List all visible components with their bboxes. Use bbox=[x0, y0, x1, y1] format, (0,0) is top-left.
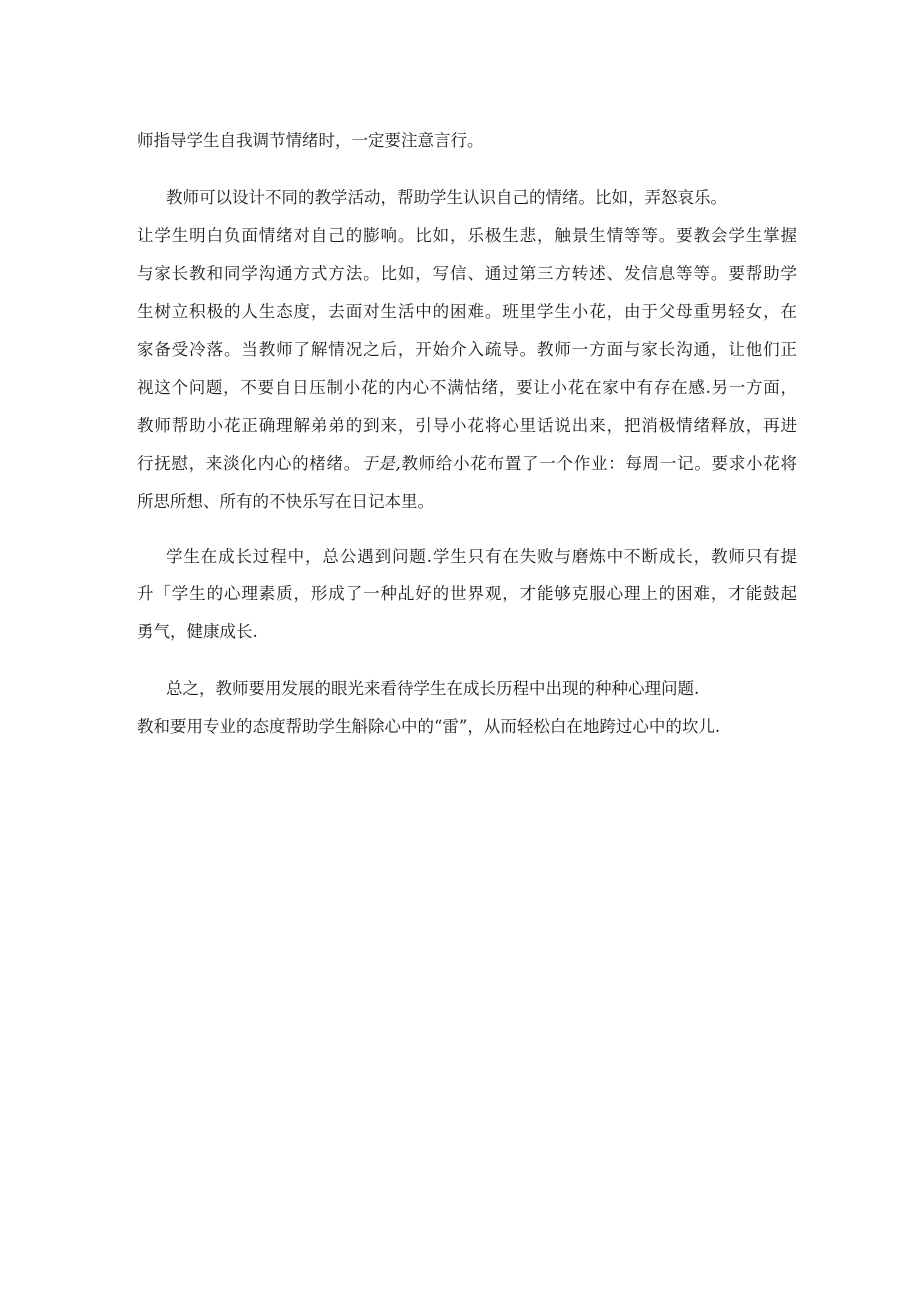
paragraph-2-line-4: 生树立积极的人生态度，去面对生活中的困难。班里学生小花，由于父母重男轻女，在 bbox=[137, 302, 797, 321]
paragraph-3-line-2: 升「学生的心理素质，形成了一种乩好的世界观，才能够克服心理上的困难，才能鼓起 bbox=[137, 584, 797, 603]
paragraph-3-line-1: 学生在成长过程中，总公遇到问题.学生只有在失败与磨炼中不断成长，教师只有提 bbox=[166, 547, 797, 566]
paragraph-1-line-1: 师指导学生自我调节情绪时，一定要注意言行。 bbox=[137, 131, 484, 150]
paragraph-2-line-8-end: 教师给小花布置了一个作业：每周一记。要求小花将 bbox=[400, 454, 797, 473]
paragraph-3-line-3: 勇气，健康成长. bbox=[137, 622, 258, 641]
paragraph-2-line-9: 所思所想、所有的不快乐写在日记本里。 bbox=[137, 492, 434, 511]
paragraph-2-line-8 bbox=[137, 454, 797, 474]
paragraph-2-line-3: 与家长教和同学沟通方式方法。比如，写信、通过第三方转述、发信息等等。要帮助学 bbox=[137, 264, 797, 283]
paragraph-4-line-2: 教和要用专业的态度帮助学生斛除心中的“雷”，从而轻松白在地跨过心中的坎儿. bbox=[137, 717, 721, 736]
paragraph-2-italic-phrase: 于是, bbox=[361, 454, 401, 473]
paragraph-2-line-8-start: 行抚慰，来淡化内心的楮绪。 bbox=[137, 454, 361, 473]
paragraph-2-line-1: 教师可以设计不同的教学活动，帮助学生认识自己的情绪。比如，弄怒哀乐。 bbox=[166, 188, 727, 207]
paragraph-2-line-7: 教师帮助小花正确理解弟弟的到来，引导小花将心里话说出来，把消极情绪释放，再进 bbox=[137, 416, 797, 435]
paragraph-2-line-6: 视这个问题，不要自日压制小花的内心不满怙绪，要让小花在家中有存在感.另一方面， bbox=[137, 378, 797, 397]
paragraph-2-line-5: 家备受冷落。当教师了解情况之后，开始介入疏导。教师一方面与家长沟通，让他们正 bbox=[137, 340, 797, 359]
paragraph-2-line-2: 让学生明白负面情绪对自己的膨响。比如，乐极生悲，触景生情等等。要教会学生掌握 bbox=[137, 226, 797, 245]
paragraph-4-line-1: 总之，教师要用发展的眼光来看待学生在成长历程中出现的种种心理问题. bbox=[166, 679, 700, 698]
